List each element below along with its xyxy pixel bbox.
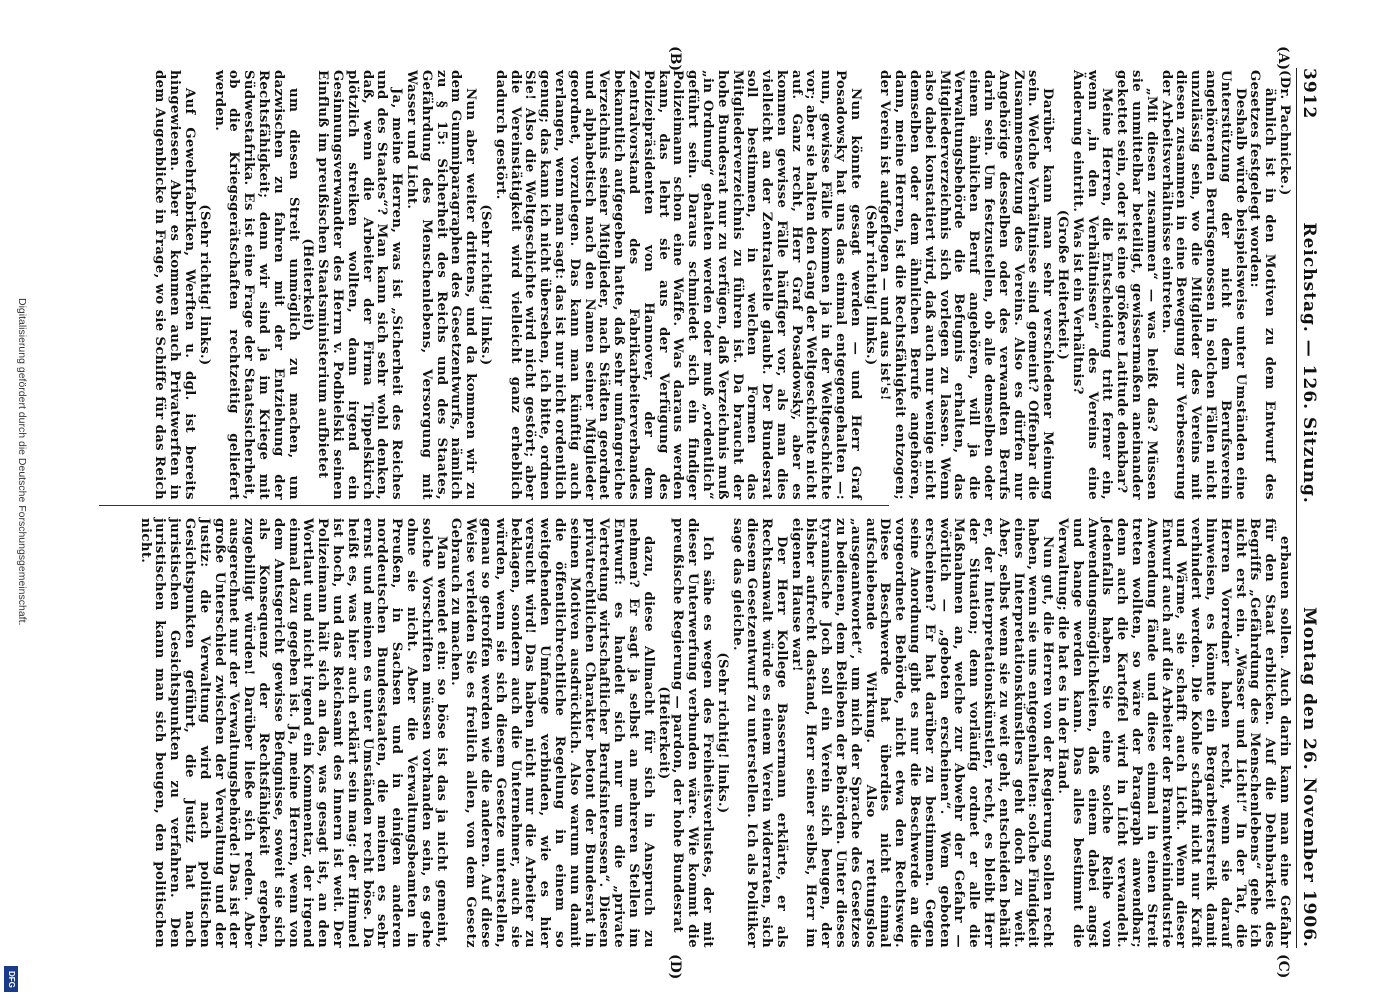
paragraph: „Mit diesen zusammen“ — was heißt das? Müssen sie unmittelbar beteiligt, gewissermaßen aneinander gekettet sein, oder ist eine größere Latitude denkbar? [1114, 70, 1159, 500]
paragraph: Ja, meine Herren, was ist „Sicherheit des Reiches und des Staates“? Man kann sich sehr wohl denken, daß, wenn die Arbeiter der Firma Tippelskirch plötzlich streiken wollten, dann irgend ein Gesinnungsverwandter des Herrn v. Podbielski seinen Einfluß im preußischen Staatsministerium aufbietet [315, 70, 405, 500]
margin-mark-d: (D) [667, 954, 683, 980]
paragraph: (Sehr richtig! links.) [714, 652, 730, 814]
paragraph: Darüber kann man sehr verschiedener Meinung sein. Welche Verhältnisse sind gemeint? Offenbar die Zusammensetzung des Vereins. Also es dürfen nur Angehörige desselben oder des verwandten Berufs darin sein. Um festzustellen, ob alle demselben oder einem ähnlichen Beruf angehören, will ja die Verwaltungsbehörde die Befugnis erhalten, das Mitgliederverzeichnis sich vorlegen zu lassen. Wenn also dabei konstatiert wird, daß auch nur wenige nicht demselben oder dem ähnlichen Berufe angehören, dann, meine Herren, ist die Rechtsfähigkeit entzogen; der Verein ist aufgeflogen — und aus ist's! [877, 70, 1056, 500]
paragraph: (Heiterkeit) [655, 686, 671, 780]
paragraph: Man wendet ein: so böse ist das ja nicht gemeint, solche Vorschriften müssen vorhanden sein, es gehe ohne sie nicht. Aber die Verwaltungsbeamten in Preußen, in Sachsen und in einigen anderen norddeutschen Bundesstaaten, die meinen es sehr ernst und meinen es unter Umständen recht böse. Da heißt es, was hier auch erklärt sein mag: der Himmel ist hoch, und das Reichsamt des Innern ist weit. Der Polizeimann hält sich an das, was gesagt ist, an den Wortlaut und nicht irgend ein Kommentar, der irgend einmal dazu gegeben ist. Ja, meine Herren, wenn von dem Amtsgericht gewisse Befugnisse, soweit sie sich als Konsequenz der Rechtsfähigkeit ergeben, zugebilligt würden! Darüber ließe sich reden. Aber ausgerechnet nur der Verwaltungsbehörde! Das ist der große Unterschied zwischen der Verwaltung und der Justiz: die Verwaltung wird nach politischen Gesichtspunkten geführt, die Justiz hat nach juristischen Gesichtspunkten zu verfahren. Den juristischen kann man sich beugen, den politischen nicht. [137, 518, 449, 948]
column-divider [99, 505, 889, 506]
paragraph: Ich sähe es wegen des Freiheitsverlustes, der mit dieser Unterwerfung verbunden wäre. Wie kommt die preußische Regierung — pardon, der hohe Bundesrat [670, 518, 715, 948]
session-title: Reichstag. — 126. Sitzung. [1299, 222, 1319, 504]
paragraph: erbauen sollen. Auch darin kann man eine Gefahr für den Staat erblicken. Auf die Dehnbarkeit des Begriffs „Gefährdung des Menschenlebens“ gehe ich nicht erst ein. „Wasser und Licht!“ In der Tat, die Herren Vorredner haben recht, wenn sie darauf hinweisen, es könnte ein Bergarbeiterstreik damit verhindert werden. Die Kohle schafft nicht nur Kraft und Wärme, sie schafft auch Licht. Wenn dieser Entwurf auch auf die Arbeiter der Branntweinindustrie Anwendung fände und diese einmal in einen Streit treten wollten, so wäre der Paragraph anwendbar; denn auch die Kartoffel wird in Licht verwandelt. Jedenfalls haben Sie eine solche Reihe von Anwendungsmöglichkeiten, daß einem dabei angst und bange werden kann. Das alles bestimmt die Verwaltung; die hat es in der Hand. [1055, 518, 1292, 948]
paragraph: Der Herr Kollege Bassermann erklärte, er als Rechtsanwalt würde es einem Verein widerraten, sich diesem Gesetzentwurf zu unterstellen. Ich als Politiker sage das gleiche. [729, 518, 789, 948]
page-number: 3912 [1299, 68, 1319, 120]
paragraph: (Sehr richtig! links.) [477, 204, 493, 366]
right-column [137, 518, 1291, 948]
paragraph: um diesen Streit unmöglich zu machen, um dazwischen zu fahren mit der Entziehung der Rechtsfähigkeit; denn wir sind ja im Kriege mit Südwestafrika. Es ist eine Frage der Staatssicherheit, ob die Kriegsgerätschaften rechtzeitig geliefert werden. [211, 70, 301, 500]
margin-mark-a: (A) [1275, 46, 1291, 71]
paragraph: Meine Herren, die Entscheidung tritt ferner ein, wenn „in den Verhältnissen“ des Vereins eine Änderung eintritt. Was ist ein Verhältnis? [1069, 70, 1115, 500]
paragraph: dazu, diese Allmacht für sich in Anspruch zu nehmen? Er sagt ja selbst an mehreren Stellen im Entwurf: es handelt sich nur um die „private Vertretung wirtschaftlicher Berufsinteressen“. Diesen privatrechtlichen Charakter betont der Bundesrat in seinen Motiven ausdrücklich. Also warum nun damit die öffentlichrechtliche Regelung in einem so weitgehenden Umfange verbinden, wie es hier versucht wird! Das haben nicht nur die Arbeiter zu beklagen, sondern auch die Unternehmer, auch sie würden, wenn sie sich diesem Gesetze unterstellen, genau so getroffen werden wie die anderen. Auf diese Weise verleiden Sie es freilich allen, von dem Gesetz Gebrauch zu machen. [448, 518, 656, 948]
paragraph: Deshalb würde beispielsweise unter Umständen eine Unterstützung der nicht dem Berufsverein angehörenden Berufsgenossen in solchen Fällen nicht unzulässig sein, wo die Mitglieder des Vereins mit diesen zusammen in eine Bewegung zur Verbesserung der Arbeitsverhältnisse eintreten. [1158, 70, 1248, 500]
paragraph: (Sehr richtig! links.) [862, 204, 878, 366]
paragraph: Nun gut, die Herren von der Regierung sollen recht haben, wenn sie uns entgegenhalten: solche Findigkeit eines Interpretationskünstlers geht doch zu weit. Aber, selbst wenn sie zu weit geht, entscheiden behält er, der Interpretationskünstler, recht, es bleibt Herr der Situation; denn vorläufig ordnet er alle die Maßnahmen an, welche zur Abwehr der Gefahr — wörtlich — „geboten erscheinen“. Wem geboten erscheinen? Er hat darüber zu bestimmen. Gegen seine Anordnung gibt es nur die Beschwerde an die vorgeordnete Behörde, nicht etwa den Rechtsweg. Diese Beschwerde hat überdies nicht einmal aufschiebende Wirkung. Also rettungslos „ausgeantwortet“, um mich der Sprache des Gesetzes zu bedienen, dem Belieben der Behörden. Unter dieses tyrannische Joch soll ein Verein sich beugen, der bisher aufrecht dastand, Herr seiner selbst, Herr im eigenen Hause war! [788, 518, 1056, 948]
paragraph: Nun aber weiter drittens, und da kommen wir zu dem Gummiparagraphen des Gesetzentwurfs, nämlich zu § 15: Sicherheit des Reichs und des Staates, Gefährdung des Menschenlebens, Versorgung mit Wasser und Licht. [403, 70, 479, 500]
funding-credit: Digitalisierung gefördert durch die Deutsche Forschungsgemeinschaft. [16, 298, 28, 626]
paragraph: (Große Heiterkeit.) [1055, 209, 1071, 361]
paragraph: Auf Gewehrfabriken, Werften u. dgl. ist bereits hingewiesen. Aber es kommen auch Privatwerften in dem Augenblicke in Frage, wo sie Schiffe für das Reich [152, 70, 198, 500]
paragraph: Nun könnte gesagt werden — und Herr Graf Posadowsky hat uns das einmal entgegengehalten —: nun, gewisse Fälle kommen ja in der Weltgeschichte vor; aber sie halten den Gang der Weltgeschichte nicht auf. Ganz recht, Herr Graf Posadowsky, aber es kommen gewisse Fälle häufiger vor, als man dies vielleicht an der Zentralstelle glaubt. Der Bundesrat soll bestimmen, in welchen Formen das Mitgliederverzeichnis zu führen ist. Da braucht der hohe Bundesrat nur zu verfügen, daß Verzeichnis muß „in Ordnung“ gehalten werden oder muß „ordentlich“ geführt sein. Daraus schmiedet sich ein findiger Polizeimann schon eine Waffe. Was daraus werden kann, das lehrt sie aus der Verfügung des Polizeipräsidenten von Hannover, der dem Zentralvorstand des Fabrikarbeiterverbandes bekanntlich aufgegeben hatte, daß sehr umfangreiche Verzeichnis seiner Mitglieder, nach Städten geordnet und alphabetisch nach den Namen seiner Mitglieder geordnet, vorzulegen. Das kann man künftig auch verlangen, wenn man sagt: das ist nur nicht ordentlich genug; das kann ich nicht übersehen, ich bitte, ordnen Sie! Also die Weltgeschichte wird nicht gestört; aber die Vereinstätigkeit wird vielleicht ganz erheblich dadurch gestört. [492, 70, 863, 500]
session-date: Montag den 26. November 1906. [1299, 606, 1319, 948]
paragraph: ähnlich ist in den Motiven zu dem Entwurf des Gesetzes festgelegt worden: [1247, 70, 1278, 500]
page-header [1296, 68, 1321, 948]
paragraph: (Sehr richtig! links.) [196, 204, 212, 366]
dfg-logo: DFG [4, 966, 18, 992]
paragraph: (Dr. Pachnicke.) [1277, 70, 1292, 196]
margin-mark-b: (B) [667, 46, 683, 72]
margin-mark-c: (C) [1275, 954, 1291, 979]
paragraph: (Heiterkeit) [300, 238, 316, 332]
left-column [152, 70, 1291, 500]
